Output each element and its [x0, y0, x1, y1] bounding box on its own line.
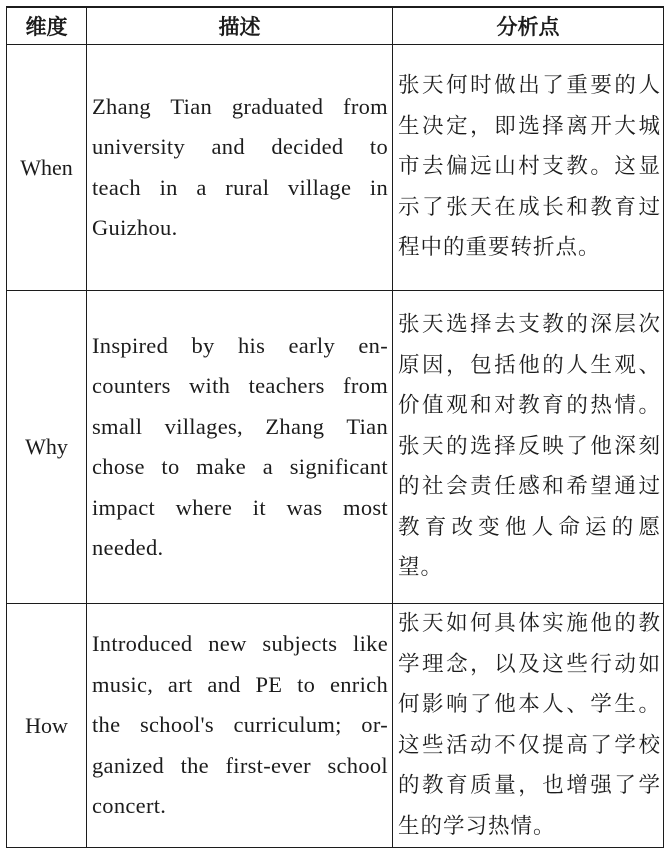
table-row-how: [7, 604, 664, 848]
header-dimension: 维度: [7, 7, 87, 45]
header-analysis: 分析点: [393, 7, 664, 45]
analysis-cell: 张天如何具体实施他的教学理念，以及这些行动如何影响了他本人、学生。这些活动不仅提高了学校的教育质量，也增强了学生的学习热情。: [393, 604, 664, 848]
dimension-cell: When: [7, 45, 87, 291]
analysis-table: [6, 6, 664, 848]
header-description: 描述: [87, 7, 393, 45]
analysis-cell: 张天何时做出了重要的人生决定，即选择离开大城市去偏远山村支教。这显示了张天在成长和教育过程中的重要转折点。: [393, 45, 664, 291]
dimension-cell: How: [7, 604, 87, 848]
document-page: [6, 6, 663, 848]
table-body: [7, 45, 664, 848]
table-header: [7, 7, 664, 45]
header-row: [7, 7, 664, 45]
analysis-cell: 张天选择去支教的深层次原因，包括他的人生观、价值观和对教育的热情。张天的选择反映了他深刻的社会责任感和希望通过教育改变他人命运的愿望。: [393, 291, 664, 604]
description-cell: Zhang Tian graduated from university and decided to teach in a rural village in Guizhou.: [87, 45, 393, 291]
description-cell: Inspired by his early en-counters with teachers from small villages, Zhang Tian chose to make a significant impact where it was most needed.: [87, 291, 393, 604]
table-row-why: [7, 291, 664, 604]
table-row-when: [7, 45, 664, 291]
dimension-cell: Why: [7, 291, 87, 604]
description-cell: Introduced new subjects like music, art and PE to enrich the school's curriculum; or-ganized the first-ever school concert.: [87, 604, 393, 848]
